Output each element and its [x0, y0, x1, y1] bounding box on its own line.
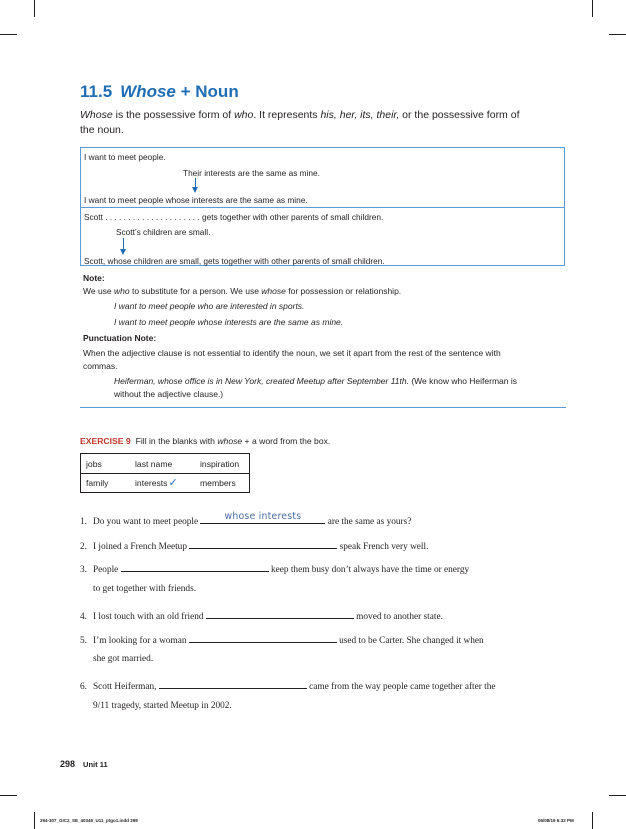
- exercise-item: [80, 677, 496, 692]
- item-text: I lost touch with an old friend: [93, 612, 206, 622]
- section-title-keyword: Whose: [120, 82, 176, 101]
- note-keyword: who: [114, 286, 130, 296]
- exercise-item: [80, 512, 411, 527]
- item-text: moved to another state.: [353, 612, 443, 622]
- note-example: I want to meet people whose interests are the same as mine.: [114, 317, 344, 327]
- item-text: came from the way people came together after the: [306, 682, 496, 692]
- crop-mark: [34, 0, 35, 17]
- item-number: 1.: [80, 517, 87, 527]
- table-divider: [80, 207, 565, 208]
- crop-mark: [592, 0, 593, 17]
- crop-mark: [592, 812, 593, 829]
- unit-label: Unit 11: [83, 760, 108, 769]
- word-box-item: members: [200, 478, 236, 488]
- item-number: 2.: [80, 542, 87, 552]
- exercise-instruction: Fill in the blanks with: [135, 436, 218, 446]
- checkmark-icon: ✓: [168, 477, 178, 489]
- section-rule: [80, 407, 566, 408]
- item-text: keep them busy don’t always have the time or energy: [268, 565, 470, 575]
- word-box-item: family: [86, 478, 109, 488]
- item-number: 6.: [80, 682, 87, 692]
- item-text: I’m looking for a woman: [93, 636, 189, 646]
- word-box: [80, 453, 250, 493]
- exercise-item: [80, 631, 484, 646]
- answer-blank[interactable]: [189, 537, 337, 549]
- word-box-item: jobs: [86, 459, 102, 469]
- section-number: 11.5: [80, 82, 113, 101]
- word-box-item-text: interests: [135, 478, 168, 488]
- exercise-item-continued: she got married.: [93, 654, 154, 664]
- note-text-part: We use: [83, 286, 115, 296]
- crop-mark: [34, 812, 35, 829]
- intro-text: or the possessive form of the noun.: [80, 109, 520, 136]
- item-number: 3.: [80, 565, 87, 575]
- note-text: [83, 286, 401, 296]
- punctuation-note-heading: Punctuation Note:: [83, 333, 157, 343]
- page-footer: [60, 759, 108, 769]
- example-sentence: Scott’s children are small.: [116, 227, 211, 237]
- intro-keyword: his, her, its, their,: [320, 109, 400, 121]
- example-sentence: Scott . . . . . . . . . . . . . . . . . . . . . gets together with other parents of small children.: [84, 212, 384, 222]
- intro-keyword: who: [234, 109, 254, 121]
- intro-keyword: Whose: [80, 109, 113, 121]
- answer-blank[interactable]: [159, 677, 307, 689]
- note-heading: Note:: [83, 273, 105, 283]
- item-number: 4.: [80, 612, 87, 622]
- punctuation-note-text: commas.: [83, 361, 118, 371]
- crop-mark: [609, 34, 626, 35]
- punctuation-example-rest: (We know who Heiferman is: [408, 376, 518, 386]
- exercise-item-continued: 9/11 tragedy, started Meetup in 2002.: [93, 701, 232, 711]
- intro-text: is the possessive form of: [112, 109, 235, 121]
- word-box-item: inspiration: [200, 459, 240, 469]
- example-sentence: Their interests are the same as mine.: [183, 168, 320, 178]
- exercise-instruction: + a word from the box.: [242, 436, 331, 446]
- example-sentence: I want to meet people.: [84, 152, 166, 162]
- crop-mark: [0, 795, 17, 796]
- punctuation-example: without the adjective clause.): [114, 389, 224, 399]
- example-sentence: Scott, whose children are small, gets together with other parents of small children.: [84, 256, 385, 266]
- word-box-item: [135, 476, 178, 489]
- answer-blank[interactable]: [121, 560, 269, 572]
- example-sentence: I want to meet people whose interests are the same as mine.: [84, 195, 308, 205]
- answer-blank[interactable]: [189, 631, 337, 643]
- note-keyword: whose: [261, 286, 286, 296]
- crop-mark: [609, 795, 626, 796]
- word-box-item: last name: [135, 459, 173, 469]
- note-example: I want to meet people who are interested in sports.: [114, 301, 305, 311]
- note-text-part: for possession or relationship.: [285, 286, 402, 296]
- answer-blank[interactable]: [206, 607, 354, 619]
- exercise-item: [80, 560, 469, 575]
- section-title-rest: + Noun: [180, 82, 239, 101]
- item-number: 5.: [80, 636, 87, 646]
- word-box-divider: [81, 473, 249, 474]
- exercise-item-continued: to get together with friends.: [93, 584, 197, 594]
- print-slug: 294-307_GIC2_SE_40346_U11_ptgo1.indd 298: [40, 818, 138, 823]
- exercise-label: EXERCISE 9: [80, 436, 131, 446]
- crop-mark: [0, 34, 17, 35]
- exercise-instruction-keyword: whose: [217, 436, 243, 446]
- answer-blank[interactable]: [200, 512, 325, 524]
- note-text-part: to substitute for a person. We use: [129, 286, 262, 296]
- punctuation-example-italic: Heiferman, whose office is in New York, created Meetup after September 11th.: [114, 376, 409, 386]
- arrow-down-icon: [192, 178, 200, 193]
- intro-paragraph: [80, 108, 520, 137]
- page-number: 298: [60, 759, 76, 769]
- intro-text: . It represents: [253, 109, 321, 121]
- arrow-down-icon: [120, 238, 128, 255]
- punctuation-note-text: When the adjective clause is not essential to identify the noun, we set it apart from the rest of the sentence with: [83, 348, 501, 358]
- exercise-item: [80, 607, 443, 622]
- item-text: Do you want to meet people: [93, 517, 201, 527]
- section-title: [80, 82, 239, 102]
- item-text: are the same as yours?: [325, 517, 412, 527]
- item-text: speak French very well.: [337, 542, 429, 552]
- exercise-item: [80, 537, 428, 552]
- punctuation-example: [114, 376, 517, 386]
- item-text: Scott Heiferman,: [93, 682, 159, 692]
- print-slug-timestamp: 06/08/19 6:32 PM: [538, 818, 574, 823]
- exercise-heading: [80, 436, 330, 446]
- item-text: I joined a French Meetup: [93, 542, 190, 552]
- item-text: People: [93, 565, 121, 575]
- handwritten-answer: whose interests: [224, 511, 302, 522]
- item-text: used to be Carter. She changed it when: [336, 636, 484, 646]
